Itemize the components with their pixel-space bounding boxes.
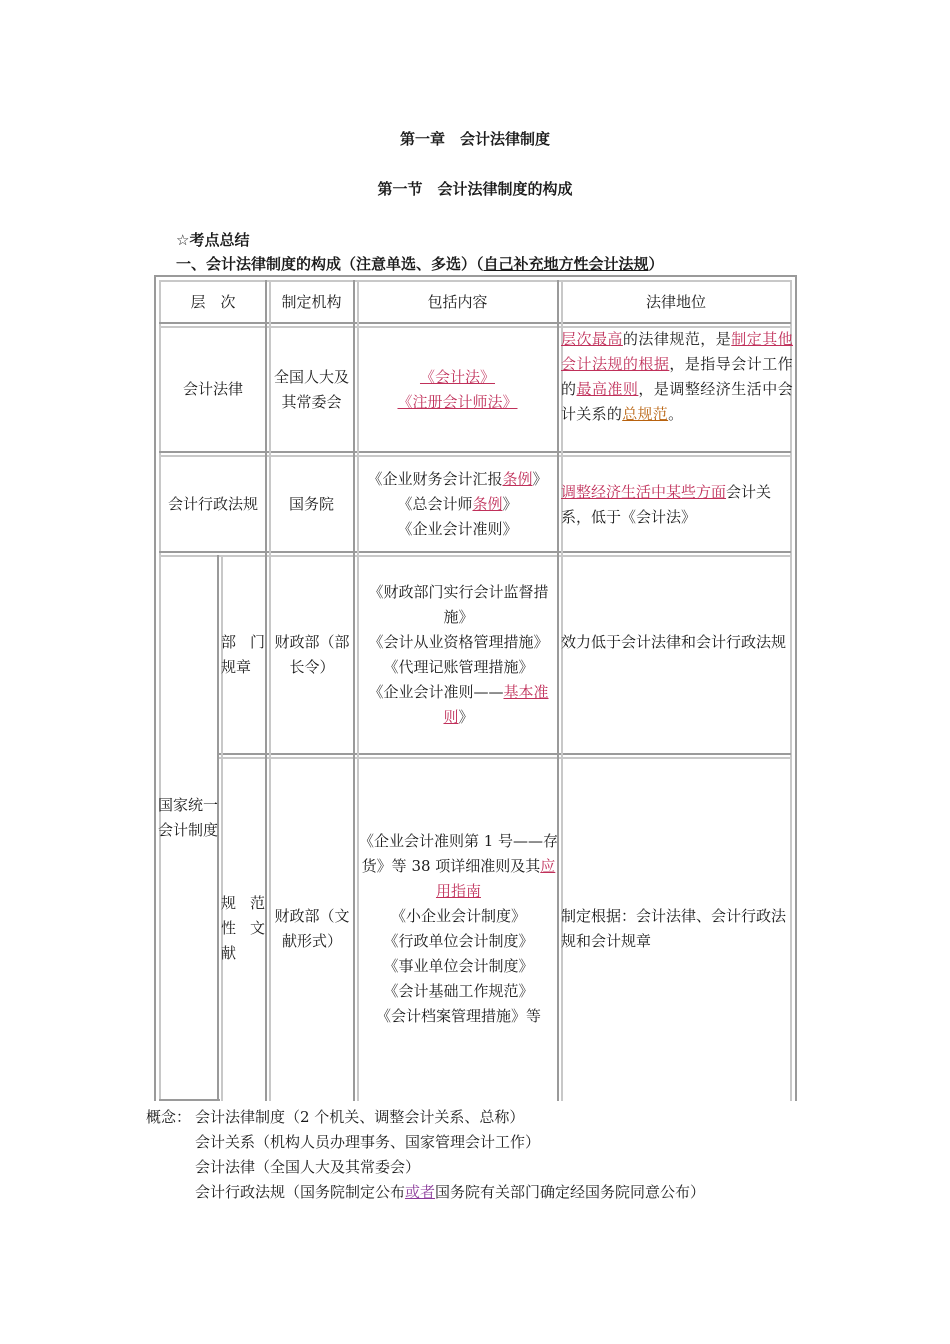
row4-content-line2: 《小企业会计制度》 (390, 907, 526, 925)
link-some-aspects[interactable]: 调整经济生活中某些方面 (561, 483, 727, 501)
link-highest-level[interactable]: 层次最高 (561, 330, 623, 348)
link-general-norm[interactable]: 总规范 (622, 405, 669, 423)
row3-content-line1: 《财政部门实行会计监督措施》 (368, 583, 549, 626)
row1-org: 全国人大及其常委会 (273, 367, 349, 411)
summary-heading: ☆考点总结 (176, 231, 250, 249)
chapter-title: 第一章 会计法律制度 (399, 130, 550, 148)
row1-status-text-3: ，是调整经济生活中会计关系的 (561, 380, 793, 423)
row2-org: 国务院 (288, 494, 334, 513)
concept-line-1: 会计法律制度（2 个机关、调整会计关系、总称） (195, 1108, 525, 1126)
row1-status-text-4: 。 (668, 405, 684, 423)
row2-status-text: 会计关系，低于《会计法》 (561, 483, 772, 526)
row4-org: 财政部（文献形式） (274, 907, 350, 950)
row2-content (358, 457, 557, 551)
row4-content-line3: 《行政单位会计制度》 (383, 932, 534, 950)
row4-content-line1: 《企业会计准则第 1 号——存货》等 38 项详细准则及其应用指南 (358, 832, 559, 900)
group-national-system: 国家统一会计制度 (158, 796, 219, 839)
row3-content-line3: 《代理记账管理措施》 (383, 658, 534, 676)
row1-status-text-1: 的法律规范，是 (622, 330, 732, 348)
subheading-text: 一、会计法律制度的构成（注意单选、多选）（ (176, 255, 484, 273)
header-level: 层 次 (190, 292, 236, 311)
row2-content-line1: 《企业财务会计汇报条例》 (367, 469, 548, 488)
link-application-guide[interactable]: 应用指南 (435, 857, 556, 900)
row2-content-line2: 《总会计师条例》 (397, 494, 518, 513)
header-org: 制定机构 (281, 292, 342, 311)
row4-content-line4: 《事业单位会计制度》 (383, 957, 534, 975)
row4-sub: 规范性文献 (221, 894, 265, 962)
row4-status: 制定根据：会计法律、会计行政法规和会计规章 (561, 907, 787, 950)
row2-status (561, 480, 793, 530)
link-or[interactable]: 或者 (405, 1183, 436, 1201)
concept-line-2: 会计关系（机构人员办理事务、国家管理会计工作） (195, 1133, 541, 1151)
subheading-link[interactable]: 自己补充地方性会计法规 (483, 255, 649, 273)
row3-org: 财政部（部长令） (274, 633, 350, 676)
link-basic-standard[interactable]: 基本准则 (443, 683, 549, 726)
link-highest-rule[interactable]: 最高准则 (576, 380, 639, 398)
row3-sub: 部门规章 (221, 633, 265, 676)
link-regulation-2[interactable]: 条例 (472, 494, 503, 513)
row4-content-line6: 《会计档案管理措施》等 (375, 1007, 541, 1025)
concept-line-3: 会计法律（全国人大及其常委会） (195, 1158, 421, 1176)
link-basis[interactable]: 制定其他会计法规的根据 (561, 330, 793, 373)
row1-status-text-2: ，是指导会计工作的 (561, 355, 793, 398)
row2-level: 会计行政法规 (167, 494, 258, 513)
link-regulation-1[interactable]: 条例 (502, 469, 533, 488)
section-title: 第一节 会计法律制度的构成 (377, 180, 573, 198)
link-cpa-law[interactable]: 《注册会计师法》 (397, 392, 518, 411)
link-accounting-law[interactable]: 《会计法》 (419, 367, 495, 386)
row3-content-line4: 《企业会计准则——基本准则》 (368, 683, 549, 726)
concepts-label: 概念： (146, 1108, 192, 1126)
row3-content (358, 557, 559, 753)
subheading-close: ） (648, 255, 664, 273)
row1-content (358, 328, 557, 451)
row1-level: 会计法律 (182, 380, 243, 398)
header-status: 法律地位 (645, 292, 706, 311)
subheading (176, 253, 664, 274)
row3-content-line2: 《会计从业资格管理措施》 (368, 633, 549, 651)
row3-status: 效力低于会计法律和会计行政法规 (561, 633, 787, 651)
concept-line-4: 会计行政法规（国务院制定公布或者国务院有关部门确定经国务院同意公布） (195, 1183, 706, 1201)
row4-content-line5: 《会计基础工作规范》 (383, 982, 534, 1000)
header-content: 包括内容 (427, 292, 488, 311)
row2-content-line3: 《企业会计准则》 (397, 519, 518, 538)
row4-content (358, 759, 559, 1099)
row1-status (561, 327, 793, 427)
